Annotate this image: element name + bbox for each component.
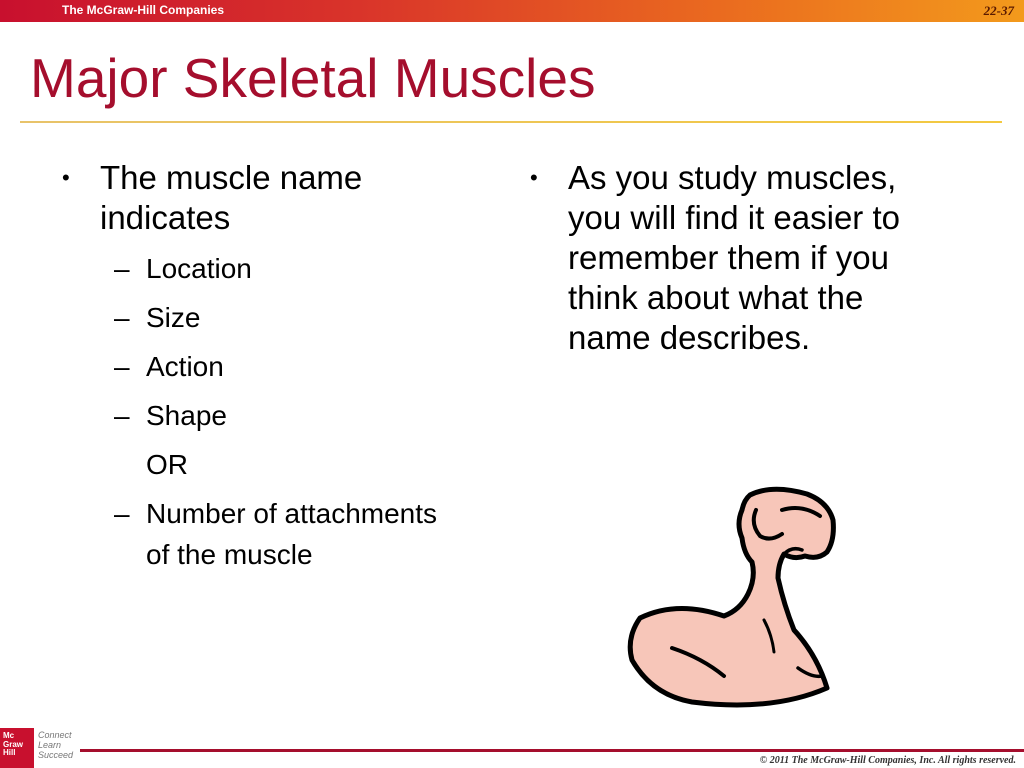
tagline: Connect Learn Succeed: [38, 730, 74, 760]
right-column: [530, 158, 950, 358]
sub-item-shape: – Shape: [62, 395, 462, 436]
header-bar: [0, 0, 1024, 22]
copyright-notice: © 2011 The McGraw-Hill Companies, Inc. All rights reserved.: [759, 755, 1016, 766]
footer-divider: [80, 749, 1024, 752]
sub-item-location: – Location: [62, 248, 462, 289]
flexed-arm-icon: [622, 480, 852, 710]
logo-text: Mc Graw Hill: [3, 731, 24, 757]
left-column: [62, 158, 462, 583]
slide-title: Major Skeletal Muscles: [30, 47, 596, 109]
right-bullet: • As you study muscles, you will find it easier to remember them if you think about what the name describes.: [530, 158, 950, 358]
slide-number: 22-37: [983, 3, 1014, 18]
brand-wordmark: The McGraw-Hill Companies: [62, 3, 225, 17]
sub-list: [62, 248, 462, 575]
sub-item-action: – Action: [62, 346, 462, 387]
sub-item-size: – Size: [62, 297, 462, 338]
sub-item-attachments: – Number of attachments of the muscle: [62, 493, 462, 575]
or-text: OR: [146, 449, 188, 480]
title-divider: [20, 121, 1002, 123]
left-bullet: • The muscle name indicates: [62, 158, 462, 238]
mcgraw-hill-logo: [0, 728, 34, 768]
